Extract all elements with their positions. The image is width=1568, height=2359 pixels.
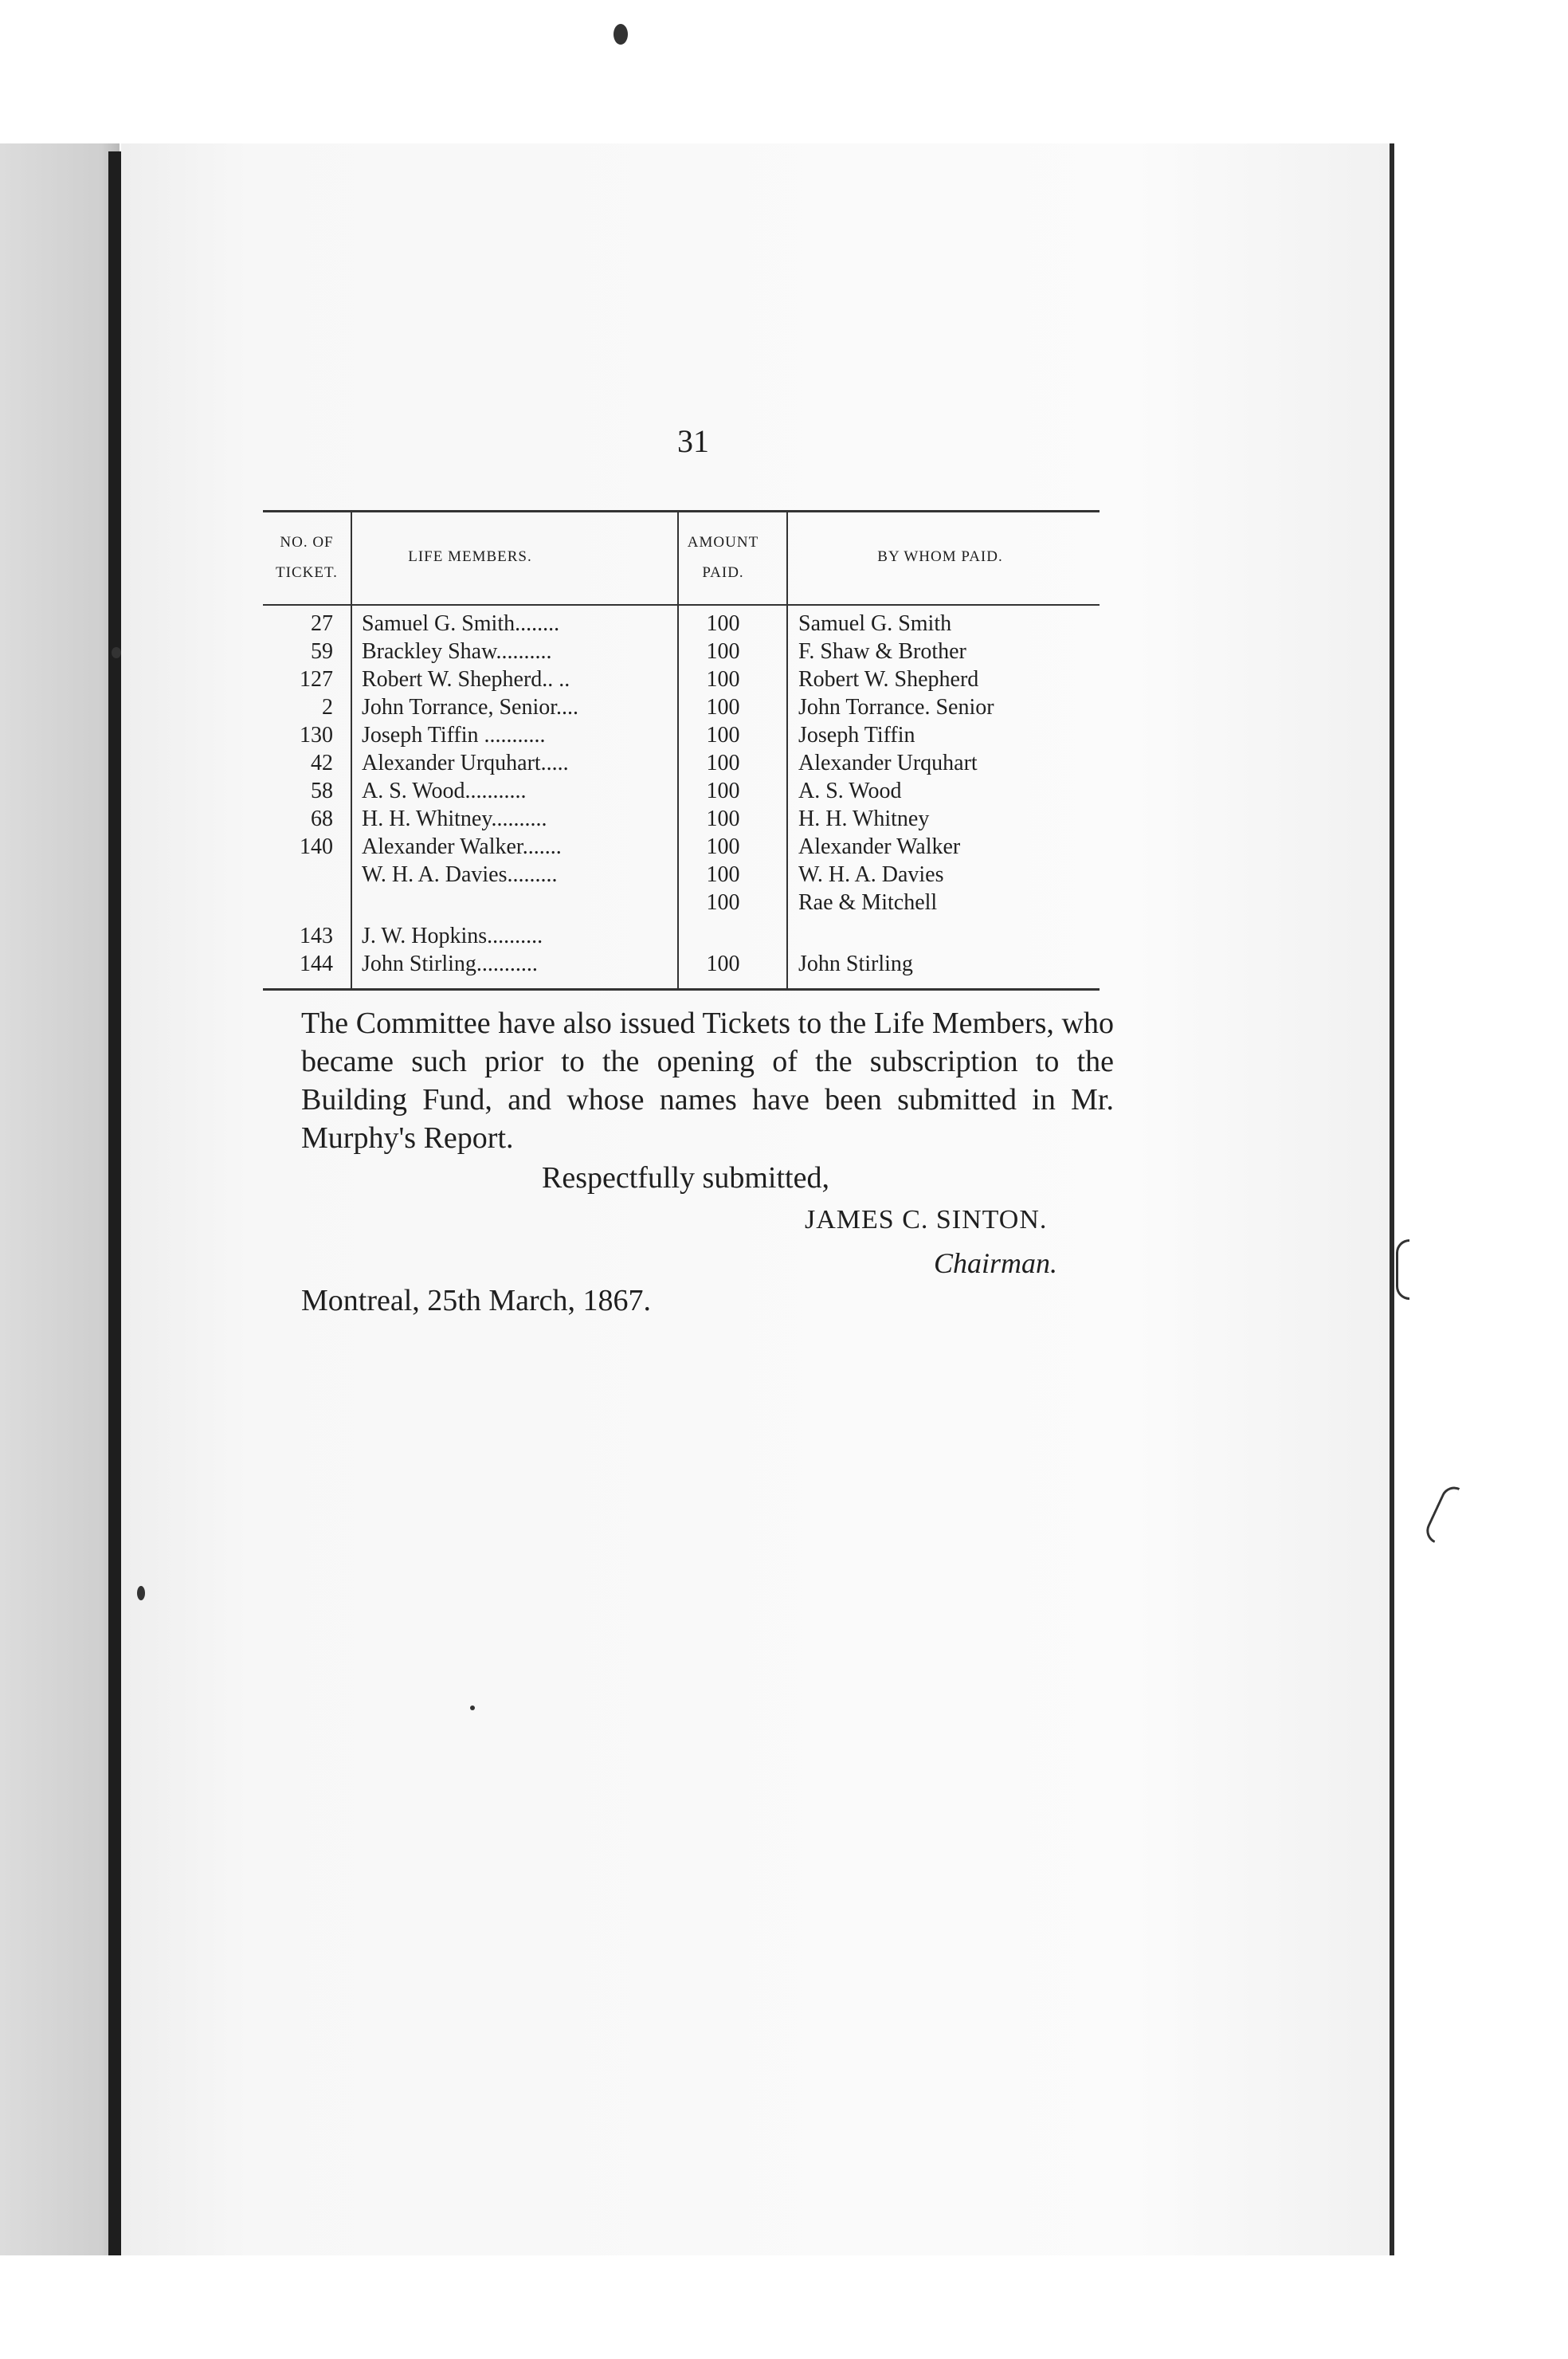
ticket-number-cell: 42: [311, 751, 333, 775]
amount-paid-cell: 100: [706, 723, 740, 748]
life-member-cell: Alexander Walker.......: [362, 834, 562, 859]
amount-paid-cell: 100: [706, 807, 740, 831]
page-number: 31: [677, 423, 709, 459]
signer-title: Chairman.: [934, 1247, 1058, 1279]
paid-by-cell: F. Shaw & Brother: [798, 639, 966, 664]
table-row: [263, 749, 1100, 778]
life-member-cell: John Stirling...........: [362, 952, 538, 976]
table-row: [263, 833, 1100, 862]
life-member-cell: Robert W. Shepherd.. ..: [362, 667, 570, 692]
ticket-number-cell: 143: [300, 924, 333, 948]
amount-paid-cell: 100: [706, 779, 740, 803]
amount-paid-cell: 100: [706, 890, 740, 915]
committee-note: The Committee have also issued Tickets to the Life Members, who became such prior to the opening of the subscription to the Building Fund, and whose names have been submitted in Mr. Murphy's Report.: [301, 1007, 1114, 1155]
paid-by-cell: Robert W. Shepherd: [798, 667, 979, 692]
date-line: Montreal, 25th March, 1867.: [301, 1284, 652, 1317]
table-row: [263, 638, 1100, 666]
ticket-number-cell: 140: [300, 834, 333, 859]
amount-paid-cell: 100: [706, 952, 740, 976]
scan-mark: [1422, 1482, 1460, 1543]
life-member-cell: Brackley Shaw..........: [362, 639, 552, 664]
ticket-number-cell: 27: [311, 611, 333, 636]
ticket-number-cell: 130: [300, 723, 333, 748]
paid-by-cell: Joseph Tiffin: [798, 723, 915, 748]
table-row: [263, 889, 1100, 917]
header-ticket-number: NO. OF TICKET.: [276, 534, 338, 581]
paid-by-cell: John Stirling: [798, 952, 913, 976]
paid-by-cell: Rae & Mitchell: [798, 890, 938, 915]
header-by-whom-paid: BY WHOM PAID.: [877, 548, 1003, 565]
amount-paid-cell: 100: [706, 751, 740, 775]
scan-mark: [1396, 1239, 1409, 1300]
table-row: [263, 610, 1100, 638]
table-bottom-rule: [263, 988, 1100, 991]
amount-paid-cell: 100: [706, 695, 740, 720]
ticket-number-cell: 144: [300, 952, 333, 976]
life-member-cell: J. W. Hopkins..........: [362, 924, 543, 948]
paid-by-cell: John Torrance. Senior: [798, 695, 994, 720]
header-amount-paid: AMOUNT PAID.: [687, 534, 759, 581]
table-header-rule: [263, 604, 1100, 606]
amount-paid-cell: 100: [706, 611, 740, 636]
paid-by-cell: Samuel G. Smith: [798, 611, 952, 636]
scan-speck: [470, 1705, 475, 1710]
ticket-number-cell: 68: [311, 807, 333, 831]
table-row: [263, 805, 1100, 834]
signer-name: JAMES C. SINTON.: [805, 1205, 1048, 1234]
life-member-cell: Alexander Urquhart.....: [362, 751, 569, 775]
document-page: [121, 143, 1390, 2255]
amount-paid-cell: 100: [706, 639, 740, 664]
scan-speck: [137, 1586, 145, 1600]
scan-speck: [112, 647, 121, 658]
table-top-rule: [263, 510, 1100, 512]
amount-paid-cell: 100: [706, 834, 740, 859]
scan-speck: [613, 24, 628, 45]
paid-by-cell: H. H. Whitney: [798, 807, 930, 831]
book-binding-edge: [108, 151, 121, 2255]
life-member-cell: Samuel G. Smith........: [362, 611, 560, 636]
amount-paid-cell: 100: [706, 667, 740, 692]
table-row: [263, 665, 1100, 694]
header-life-members: LIFE MEMBERS.: [408, 548, 532, 565]
facing-page-edge: [0, 143, 120, 2255]
life-member-cell: W. H. A. Davies.........: [362, 862, 558, 887]
life-members-table: [263, 510, 1100, 996]
life-member-cell: Joseph Tiffin ...........: [362, 723, 546, 748]
paid-by-cell: W. H. A. Davies: [798, 862, 944, 887]
table-row: [263, 693, 1100, 722]
closing-phrase: Respectfully submitted,: [542, 1161, 829, 1195]
paid-by-cell: A. S. Wood: [798, 779, 902, 803]
table-row: [263, 777, 1100, 806]
amount-paid-cell: 100: [706, 862, 740, 887]
paid-by-cell: Alexander Urquhart: [798, 751, 978, 775]
paid-by-cell: Alexander Walker: [798, 834, 961, 859]
life-member-cell: John Torrance, Senior....: [362, 695, 579, 720]
table-row: [263, 861, 1100, 889]
table-row: [263, 950, 1100, 979]
ticket-number-cell: 58: [311, 779, 333, 803]
ticket-number-cell: 127: [300, 667, 333, 692]
life-member-cell: H. H. Whitney..........: [362, 807, 547, 831]
ticket-number-cell: 2: [322, 695, 333, 720]
life-member-cell: A. S. Wood...........: [362, 779, 527, 803]
table-row: [263, 922, 1100, 951]
table-row: [263, 721, 1100, 750]
ticket-number-cell: 59: [311, 639, 333, 664]
